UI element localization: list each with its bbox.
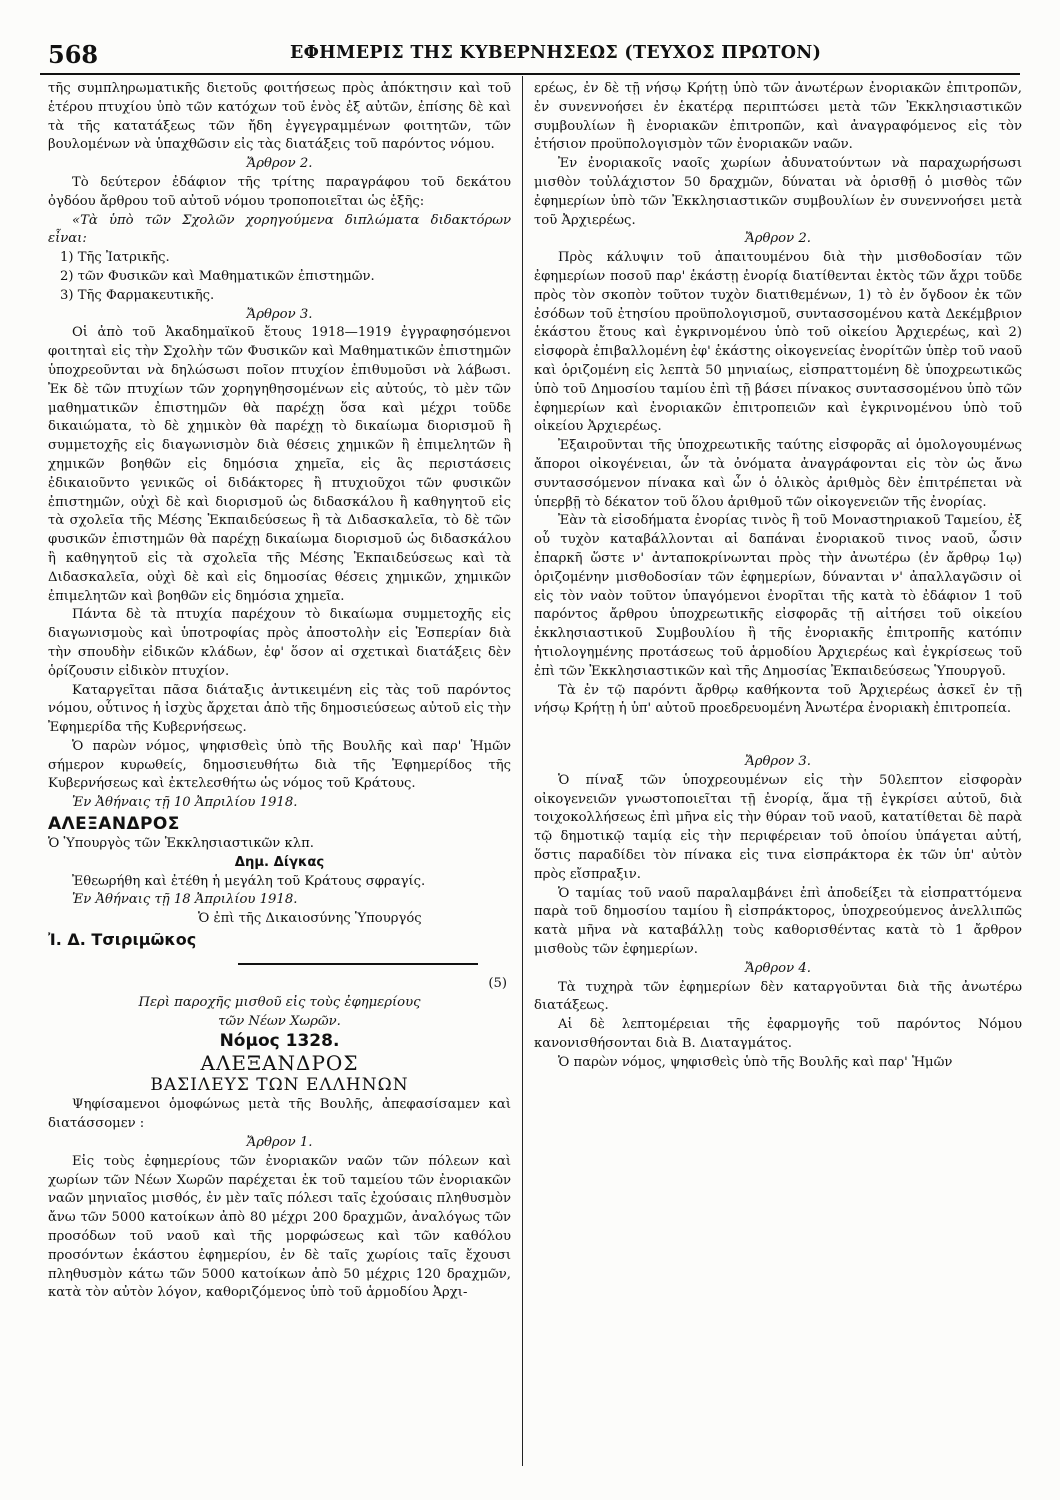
article-heading-3: Ἄρθρον 3. xyxy=(246,306,313,322)
minister-title: Ὁ Ὑπουργὸς τῶν Ἐκκλησιαστικῶν κλπ. xyxy=(48,836,314,852)
paragraph: Ὁ παρὼν νόμος, ψηφισθεὶς ὑπὸ τῆς Βουλῆς καὶ παρ' Ἡμῶν xyxy=(558,1054,953,1070)
date-line: Ἐν Ἀθήναις τῇ 18 Ἀπριλίου 1918. xyxy=(72,892,298,908)
paragraph: Τὰ ἐν τῷ παρόντι ἄρθρῳ καθήκοντα τοῦ Ἀρχιερέως ἀσκεῖ ἐν τῇ νήσῳ Κρήτῃ ἡ ὑπ' αὐτοῦ προεδρευομένη Ἀνωτέρα ἐνοριακὴ ἐπιτροπεία. xyxy=(534,682,1022,717)
minister-title: Ὁ ἐπὶ τῆς Δικαιοσύνης Ὑπουργός xyxy=(198,911,422,927)
paragraph: Ἐξαιροῦνται τῆς ὑποχρεωτικῆς ταύτης εἰσφορᾶς αἱ ὁμολογουμένως ἄποροι οἰκογένειαι, ὧν τὰ ὀνόματα ἀναγράφονται εἰς τὸν ὡς ἄνω συντασσόμενον πίνακα καὶ ὧν ὁ ὁλικὸς ἀριθμὸς δὲν ἐπιτρέπεται νὰ ὑπερβῇ τὸ δέκατον τοῦ ὅλου ἀριθμοῦ τῶν οἰκογενειῶν τῆς ἐνορίας. xyxy=(534,438,1022,510)
paragraph: Τὰ τυχηρὰ τῶν ἐφημερίων δὲν καταργοῦνται διὰ τῆς ἀνωτέρω διατάξεως. xyxy=(534,979,1022,1014)
paragraph: ερέως, ἐν δὲ τῇ νήσῳ Κρήτῃ ὑπὸ τῶν ἀνωτέρων ἐνοριακῶν ἐπιτροπῶν, ἐν συνεννοήσει ἐν ἑκατέρᾳ περιπτώσει μετὰ τῶν Ἐκκλησιαστικῶν συμβουλίων ἢ ἐνοριακῶν ἐπιτροπῶν, καὶ ἀναγραφόμενος εἰς τὸν ἐτήσιον προϋπολογισμὸν τῶν ἐνοριακῶν ναῶν. xyxy=(534,81,1022,153)
minister-name: Ἰ. Δ. Τσιριμῶκος xyxy=(48,930,197,950)
paragraph: «Τὰ ὑπὸ τῶν Σχολῶν χορηγούμενα διπλώματα διδακτόρων εἶναι: xyxy=(48,212,511,247)
paragraph: Ὁ πίναξ τῶν ὑποχρεουμένων εἰς τὴν 50λεπτον εἰσφορὰν οἰκογενειῶν γνωστοποιεῖται τῇ ἐνορίᾳ, ἅμα τῇ ἐγκρίσει αὐτοῦ, διὰ τοιχοκολλήσεως ἐπὶ μῆνα εἰς τὴν θύραν τοῦ ναοῦ, κατατίθεται δὲ παρὰ τῷ δημοτικῷ ταμίᾳ εἰς τὴν περιφέρειαν τοῦ ὁποίου ὑπάγεται αὐτή, ὅστις παραδίδει τὸν πίνακα εἰς τινα εἰσπράκτορα ἐκ τῶν ὑπ' αὐτὸν πρὸς εἴσπραξιν. xyxy=(534,772,1022,882)
king-title: ΒΑΣΙΛΕΥΣ ΤΩΝ ΕΛΛΗΝΩΝ xyxy=(150,1075,409,1096)
article-heading-2: Ἄρθρον 2. xyxy=(745,231,811,247)
spacer xyxy=(534,719,1022,753)
king-signature: ΑΛΕΞΑΝΔΡΟΣ xyxy=(48,814,180,835)
paragraph: Ὁ παρὼν νόμος, ψηφισθεὶς ὑπὸ τῆς Βουλῆς καὶ παρ' Ἡμῶν σήμερον κυρωθείς, δημοσιευθήτω διὰ τῆς Ἐφημερίδος τῆς Κυβερνήσεως καὶ ἐκτελεσθήτω ὡς νόμος τοῦ Κράτους. xyxy=(48,738,511,792)
article-heading-2: Ἄρθρον 2. xyxy=(246,156,313,172)
item-number: (5) xyxy=(488,976,507,992)
left-column xyxy=(48,80,511,1303)
list-item: 3) Τῆς Φαρμακευτικῆς. xyxy=(60,287,215,303)
paragraph: Καταργεῖται πᾶσα διάταξις ἀντικειμένη εἰς τὰς τοῦ παρόντος νόμου, οὗτινος ἡ ἰσχὺς ἄρχεται ἀπὸ τῆς δημοσιεύσεως αὐτοῦ εἰς τὴν Ἐφημερίδα τῆς Κυβερνήσεως. xyxy=(48,682,511,736)
page-header xyxy=(40,40,1020,70)
law-number: Νόμος 1328. xyxy=(219,1031,340,1052)
article-heading-4: Ἄρθρον 4. xyxy=(745,960,811,976)
separator-rule xyxy=(238,963,478,965)
minister-name: Δημ. Δίγκας xyxy=(234,854,325,870)
paragraph: Ἐν ἐνοριακοῖς ναοῖς χωρίων ἀδυνατούντων νὰ παραχωρήσωσι μισθὸν τοὐλάχιστον 50 δραχμῶν, δύναται νὰ ὁρισθῇ ὁ μισθὸς τῶν ἐφημερίων ὑπὸ τῶν Ἐκκλησιαστικῶν συμβουλίων ἐν συνεννοήσει μετὰ τοῦ Ἀρχιερέως. xyxy=(534,156,1022,228)
page-number: 568 xyxy=(48,40,99,69)
paragraph: τῆς συμπληρωματικῆς διετοῦς φοιτήσεως πρὸς ἀπόκτησιν καὶ τοῦ ἑτέρου πτυχίου ὑπὸ τῶν κατόχων τοῦ ἑνὸς ἐξ αὐτῶν, ἐπίσης δὲ καὶ τὰ τῆς κατατάξεως τῶν ἤδη ἐγγεγραμμένων φοιτητῶν, τῶν βουλομένων νὰ ὑπαχθῶσιν εἰς τὰς διατάξεις τοῦ παρόντος νόμου. xyxy=(48,81,511,153)
paragraph: Αἱ δὲ λεπτομέρειαι τῆς ἐφαρμογῆς τοῦ παρόντος Νόμου κανονισθήσονται διὰ Β. Διαταγμάτος. xyxy=(534,1017,1022,1052)
column-divider xyxy=(522,76,523,1466)
right-column xyxy=(534,80,1022,1073)
paragraph: Ἐὰν τὰ εἰσοδήματα ἐνορίας τινὸς ἢ τοῦ Μοναστηριακοῦ Ταμείου, ἐξ οὗ τυχὸν καταβάλλονται αἱ δαπάναι ἐνοριακοῦ τινος ναοῦ, ὦσιν ἐπαρκῆ ὥστε ν' ἀνταποκρίνωνται πρὸς τὴν ἀνωτέρω (ἐν ἄρθρῳ 1ῳ) ὁριζομένην μισθοδοσίαν τῶν ἐφημερίων, δύνανται ν' ἀπαλλαγῶσιν οἱ εἰς τὸν ναὸν τοῦτον ὑπαγόμενοι ἐνορῖται τῆς κατὰ τὸ ἐδάφιον 1 τοῦ παρόντος ἄρθρου ὑποχρεωτικῆς εἰσφορᾶς τῇ αἰτήσει τοῦ οἰκείου ἐκκλησιαστικοῦ Συμβουλίου ἢ τῆς ἐνοριακῆς ἐπιτροπῆς κατόπιν ἠτιολογημένης προτάσεως τοῦ ἁρμοδίου Ἀρχιερέως καὶ ἐγκρίσεως τοῦ ἐπὶ τῶν Ἐκκλησιαστικῶν καὶ τῆς Δημοσίας Ἐκπαιδεύσεως Ὑπουργοῦ. xyxy=(534,513,1022,679)
header-rule xyxy=(40,73,1020,75)
list-item: 1) Τῆς Ἰατρικῆς. xyxy=(60,250,170,266)
paragraph: Ὁ ταμίας τοῦ ναοῦ παραλαμβάνει ἐπὶ ἀποδείξει τὰ εἰσπραττόμενα παρὰ τοῦ δημοσίου ταμίου ἢ εἰσπράκτορος, ὑποχρεούμενος ἀνελλιπῶς κατὰ μῆνα νὰ καταβάλλῃ τοὺς καθορισθέντας κατὰ τὸ 1 ἄρθρον μισθοὺς τῶν ἐφημερίων. xyxy=(534,885,1022,958)
paragraph: Τὸ δεύτερον ἐδάφιον τῆς τρίτης παραγράφου τοῦ δεκάτου ὀγδόου ἄρθρου τοῦ αὐτοῦ νόμου τροποποιεῖται ὡς ἑξῆς: xyxy=(48,174,511,209)
paragraph: Πάντα δὲ τὰ πτυχία παρέχουν τὸ δικαίωμα συμμετοχῆς εἰς διαγωνισμοὺς καὶ ὑποτροφίας πρὸς ἀποστολὴν εἰς Ἑσπερίαν διὰ τὴν σπουδὴν εἰδικῶν κλάδων, ἐφ' ὅσον αἱ σχετικαὶ διατάξεις δὲν ὁρίζουσιν εἰδικὸν πτυχίον. xyxy=(48,607,511,679)
date-line: Ἐν Ἀθήναις τῇ 10 Ἀπριλίου 1918. xyxy=(72,795,298,811)
article-heading-1: Ἄρθρον 1. xyxy=(246,1135,313,1151)
paragraph: Πρὸς κάλυψιν τοῦ ἀπαιτουμένου διὰ τὴν μισθοδοσίαν τῶν ἐφημερίων ποσοῦ παρ' ἑκάστῃ ἐνορίᾳ διατίθενται ἐκτὸς τῶν ἄχρι τοῦδε πρὸς τὸν σκοπὸν τοῦτον τυχὸν διατιθεμένων, 1) τὸ ἐν ὄγδοον ἐκ τῶν ἐσόδων τοῦ ἐτησίου προϋπολογισμοῦ, συντασσομένου κατὰ Δεκέμβριον ἑκάστου ἔτους καὶ ἐγκρινομένου ὑπὸ τοῦ οἰκείου Ἀρχιερέως, καὶ 2) εἰσφορὰ ἐπιβαλλομένη ἐφ' ἑκάστης οἰκογενείας ἐνορίτῶν ὑπὲρ τοῦ ναοῦ καὶ ὁριζομένη εἰς λεπτὰ 50 μηνιαίως, εἰσπραττομένη δὲ ὑποχρεωτικῶς ὑπὸ τοῦ Δημοσίου ταμίου ἐπὶ τῇ βάσει πίνακος συντασσομένου ὑπὸ τῶν ἐφημερίων καὶ ἐνοριακῶν ἐπιτροπειῶν καὶ ἐγκρινομένου ὑπὸ τοῦ οἰκείου Ἀρχιερέως. xyxy=(534,250,1022,435)
gazette-title: ΕΦΗΜΕΡΙΣ ΤΗΣ ΚΥΒΕΡΝΗΣΕΩΣ (ΤΕΥΧΟΣ ΠΡΩΤΟΝ) xyxy=(290,43,822,63)
paragraph: Οἱ ἀπὸ τοῦ Ἀκαδημαϊκοῦ ἔτους 1918—1919 ἐγγραφησόμενοι φοιτηταὶ εἰς τὴν Σχολὴν τῶν Φυσικῶν καὶ Μαθηματικῶν ἐπιστημῶν ὑποχρεοῦνται νὰ δηλώσωσι ποῖον πτυχίον ἐπιθυμοῦσι νὰ λάβωσι. Ἐκ δὲ τῶν πτυχίων τῶν χορηγηθησομένων εἰς αὐτούς, τὸ μὲν τῶν μαθηματικῶν ἐπιστημῶν θὰ παρέχῃ ὅσα καὶ μέχρι τοῦδε δικαιώματα, τὸ δὲ χημικὸν θὰ παρέχῃ τὸ δικαίωμα διορισμοῦ ἢ συμμετοχῆς εἰς διαγωνισμὸν διὰ θέσεις χημικῶν ἢ ἐπιμελητῶν ἢ χημικῶν βοηθῶν εἰς δημόσια χημεῖα, εἰς ἃς περιστάσεις ἐδικαιοῦντο γενικῶς οἱ διδάκτορες ἢ πτυχιοῦχοι τῶν φυσικῶν ἐπιστημῶν, οὐχὶ δὲ καὶ διορισμοῦ ὡς διδασκάλου ἢ καθηγητοῦ εἰς τὰ σχολεῖα τῆς Μέσης Ἐκπαιδεύσεως ἢ τὰ Διδασκαλεῖα, τὸ δὲ τῶν φυσικῶν ἐπιστημῶν θὰ παρέχῃ δικαίωμα διορισμοῦ ὡς διδασκάλου ἢ καθηγητοῦ εἰς τὰ σχολεῖα τῆς Μέσης Ἐκπαιδεύσεως καὶ τὰ Διδασκαλεῖα, οὐχὶ δὲ καὶ εἰς δημοσίας θέσεις χημικῶν, χημικῶν ἐπιμελητῶν καὶ βοηθῶν εἰς δημόσια χημεῖα. xyxy=(48,325,511,604)
law-title: τῶν Νέων Χωρῶν. xyxy=(218,1013,341,1029)
list-item: 2) τῶν Φυσικῶν καὶ Μαθηματικῶν ἐπιστημῶν. xyxy=(60,268,375,284)
king-name: ΑΛΕΞΑΝΔΡΟΣ xyxy=(200,1051,359,1076)
paragraph: Εἰς τοὺς ἐφημερίους τῶν ἐνοριακῶν ναῶν τῶν πόλεων καὶ χωρίων τῶν Νέων Χωρῶν παρέχεται ἐκ τοῦ ταμείου τῶν ἐνοριακῶν ναῶν μηνιαῖος μισθός, ἐν μὲν ταῖς πόλεσι ταῖς ἐχούσαις πληθυσμὸν ἄνω τῶν 5000 κατοίκων ἀπὸ 80 μέχρι 200 δραχμῶν, ἀναλόγως τῶν προσόδων τοῦ ναοῦ καὶ τῆς μορφώσεως καὶ τῶν καθόλου προσόντων ἑκάστου ἐφημερίου, ἐν δὲ ταῖς χωρίοις ταῖς ἔχουσι πληθυσμὸν κάτω τῶν 5000 κατοίκων ἀπὸ 50 μέχρις 120 δραχμῶν, κατὰ τὸν αὐτὸν λόγον, καθοριζόμενος ὑπὸ τοῦ ἁρμοδίου Ἀρχι- xyxy=(48,1153,511,1301)
decree-line: Ψηφίσαμενοι ὁμοφώνως μετὰ τῆς Βουλῆς, ἀπεφασίσαμεν καὶ διατάσσομεν : xyxy=(48,1097,511,1132)
article-heading-3: Ἄρθρον 3. xyxy=(745,754,811,770)
law-title: Περὶ παροχῆς μισθοῦ εἰς τοὺς ἐφημερίους xyxy=(138,994,421,1010)
seal-line: Ἐθεωρήθη καὶ ἐτέθη ἡ μεγάλη τοῦ Κράτους σφραγίς. xyxy=(72,873,426,889)
